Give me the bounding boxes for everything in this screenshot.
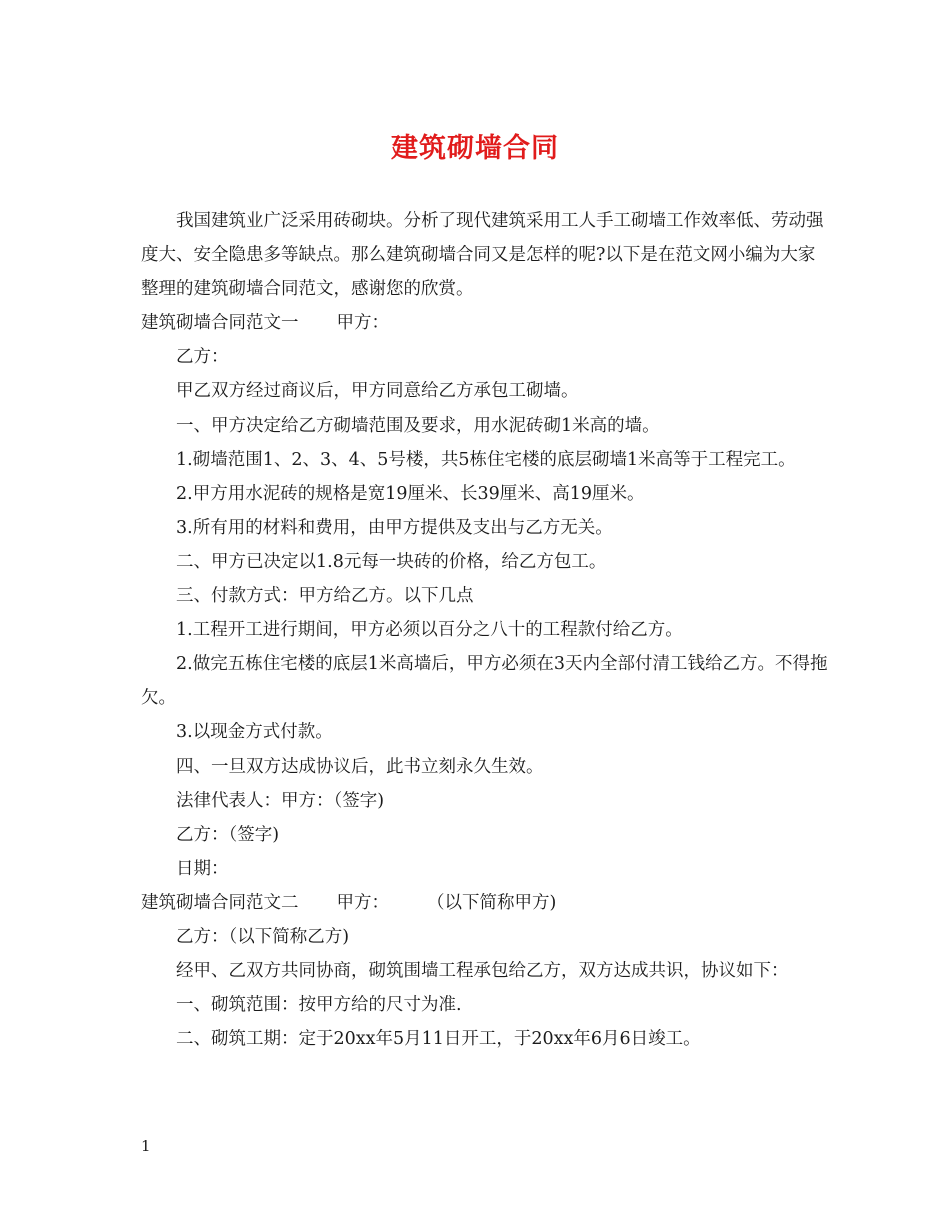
sample2-line-3: 二、砌筑工期：定于20xx年5月11日开工，于20xx年6月6日竣工。	[176, 1029, 701, 1050]
sample1-line-13: 日期：	[176, 858, 229, 879]
document-body	[141, 204, 831, 1056]
sample2-party-a-note: （以下简称甲方)	[427, 892, 557, 913]
sample1-line-5: 二、甲方已决定以1.8元每一块砖的价格，给乙方包工。	[176, 551, 607, 572]
sample2-line-2: 一、砌筑范围：按甲方给的尺寸为准.	[176, 995, 462, 1016]
sample2-party-a-label: 甲方：	[336, 892, 389, 913]
sample1-line-7: 1.工程开工进行期间，甲方必须以百分之八十的工程款付给乙方。	[176, 620, 683, 641]
sample1-heading-line	[141, 306, 831, 340]
intro-paragraph: 我国建筑业广泛采用砖砌块。分析了现代建筑采用工人手工砌墙工作效率低、劳动强度大、安全隐患多等缺点。那么建筑砌墙合同又是怎样的呢?以下是在范文网小编为大家整理的建筑砌墙合同范文，感谢您的欣赏。	[141, 211, 824, 300]
sample2-heading: 建筑砌墙合同范文二	[141, 892, 299, 913]
sample1-line-4: 3.所有用的材料和费用，由甲方提供及支出与乙方无关。	[176, 517, 613, 538]
page-number: 1	[141, 1137, 151, 1155]
sample1-line-6: 三、付款方式：甲方给乙方。以下几点	[176, 586, 474, 607]
sample2-heading-line	[141, 886, 831, 920]
sample1-line-0: 甲乙双方经过商议后，甲方同意给乙方承包工砌墙。	[176, 381, 579, 402]
sample1-heading: 建筑砌墙合同范文一	[141, 313, 299, 334]
sample2-line-0: 乙方：（以下简称乙方)	[176, 926, 350, 947]
sample1-line-12: 乙方：（签字)	[176, 824, 280, 845]
sample1-line-2: 1.砌墙范围1、2、3、4、5号楼，共5栋住宅楼的底层砌墙1米高等于工程完工。	[176, 449, 796, 470]
sample1-line-8: 2.做完五栋住宅楼的底层1米高墙后，甲方必须在3天内全部付清工钱给乙方。不得拖欠。	[141, 654, 828, 709]
sample1-line-1: 一、甲方决定给乙方砌墙范围及要求，用水泥砖砌1米高的墙。	[176, 415, 660, 436]
sample1-line-3: 2.甲方用水泥砖的规格是宽19厘米、长39厘米、高19厘米。	[176, 483, 645, 504]
document-title: 建筑砌墙合同	[391, 133, 559, 164]
sample1-line-10: 四、一旦双方达成协议后，此书立刻永久生效。	[176, 756, 544, 777]
sample1-party-a-label: 甲方：	[336, 313, 389, 334]
sample2-line-1: 经甲、乙双方共同协商，砌筑围墙工程承包给乙方，双方达成共识，协议如下：	[176, 961, 789, 982]
sample1-line-9: 3.以现金方式付款。	[176, 722, 333, 743]
sample1-line-11: 法律代表人：甲方：（签字)	[176, 790, 385, 811]
sample1-party-b: 乙方：	[176, 347, 229, 368]
